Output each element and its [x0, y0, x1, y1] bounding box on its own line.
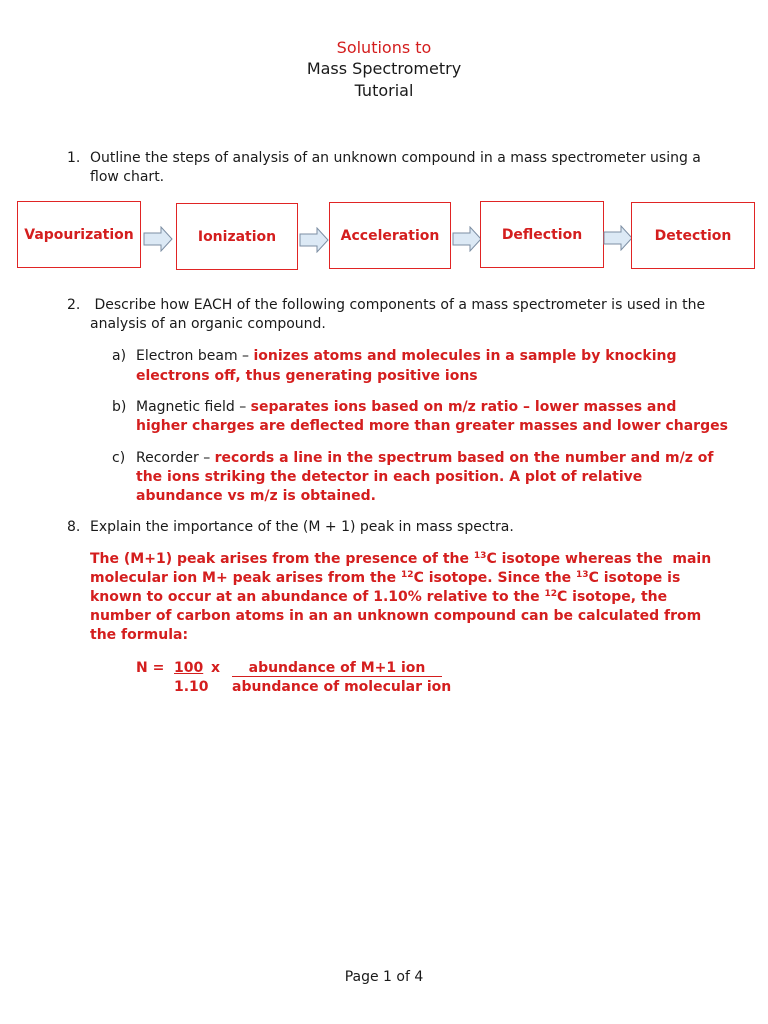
q2b-answer-1: separates ions based on m/z ratio – lower masses and [250, 399, 677, 415]
superscript-13: 13 [473, 551, 487, 561]
q2-number: 2. [67, 297, 81, 313]
page-number: Page 1 of 4 [344, 969, 424, 985]
formula-numerator: 100 [174, 660, 204, 676]
q2a-answer-2: electrons off, thus generating positive ions [136, 368, 478, 384]
q2c-answer-2: the ions striking the detector in each position. A plot of relative [136, 469, 643, 485]
formula-lhs: N = [136, 660, 170, 676]
q8-answer-line-1 [90, 550, 711, 569]
q8-answer-line-3 [90, 588, 667, 607]
q2b-answer-2: higher charges are deflected more than greater masses and lower charges [136, 418, 728, 434]
q2a-label: Electron beam – [136, 348, 254, 364]
superscript-12: 12 [544, 589, 558, 599]
q8-answer-text: C isotope. Since the [413, 570, 577, 586]
flow-arrow-icon [452, 226, 482, 252]
q8-number: 8. [67, 519, 81, 535]
title-line-1: Solutions to [336, 38, 432, 57]
q1-text-line-2: flow chart. [90, 169, 165, 185]
q2c-line-1 [136, 449, 713, 468]
flow-arrow-icon [299, 227, 329, 253]
flow-step-ionization: Ionization [176, 203, 298, 270]
formula-denominator: 1.10 [174, 679, 209, 695]
title-line-3: Tutorial [354, 81, 414, 100]
q2b-letter: b) [112, 399, 127, 415]
superscript-12: 12 [401, 570, 414, 580]
flow-step-deflection: Deflection [480, 201, 604, 268]
q2a-letter: a) [112, 348, 127, 364]
q8-answer-text: C isotope whereas the main [486, 551, 712, 567]
q2-text-line-1: Describe how EACH of the following components of a mass spectrometer is used in the [90, 297, 706, 313]
flow-step-detection: Detection [631, 202, 755, 269]
q2a-answer-1: ionizes atoms and molecules in a sample by knocking [253, 348, 677, 364]
q2c-answer-1: records a line in the spectrum based on the number and m/z of [214, 450, 714, 466]
q8-answer-text: molecular ion M+ peak arises from the [90, 570, 402, 586]
q1-number: 1. [67, 150, 81, 166]
flow-step-vapourization: Vapourization [17, 201, 141, 268]
q8-answer-line-2 [90, 569, 680, 588]
formula-fraction-bottom: abundance of molecular ion [232, 679, 452, 695]
q2c-label: Recorder – [136, 450, 215, 466]
q8-answer-text: The (M+1) peak arises from the presence of the [90, 551, 474, 567]
title-line-2: Mass Spectrometry [306, 59, 462, 78]
q2b-label: Magnetic field – [136, 399, 251, 415]
q8-answer-text: C isotope is [588, 570, 681, 586]
q2-text-line-2: analysis of an organic compound. [90, 316, 326, 332]
q8-answer-text: known to occur at an abundance of 1.10% relative to the [90, 589, 545, 605]
q8-answer-text: C isotope, the [557, 589, 668, 605]
formula-times: x [211, 660, 221, 676]
flow-arrow-icon [143, 226, 173, 252]
q1-text-line-1: Outline the steps of analysis of an unknown compound in a mass spectrometer using a [90, 150, 701, 166]
flow-arrow-icon [603, 225, 633, 251]
q2b-line-1 [136, 398, 676, 417]
q8-answer-line-4: number of carbon atoms in an an unknown compound can be calculated from [90, 608, 702, 624]
superscript-13: 13 [576, 570, 589, 580]
q2c-letter: c) [112, 450, 126, 466]
q2c-answer-3: abundance vs m/z is obtained. [136, 488, 376, 504]
formula-fraction-top: abundance of M+1 ion [232, 659, 442, 677]
q8-answer-line-5: the formula: [90, 627, 189, 643]
flow-step-acceleration: Acceleration [329, 202, 451, 269]
q8-text: Explain the importance of the (M + 1) peak in mass spectra. [90, 519, 514, 535]
q2a-line-1 [136, 347, 677, 366]
